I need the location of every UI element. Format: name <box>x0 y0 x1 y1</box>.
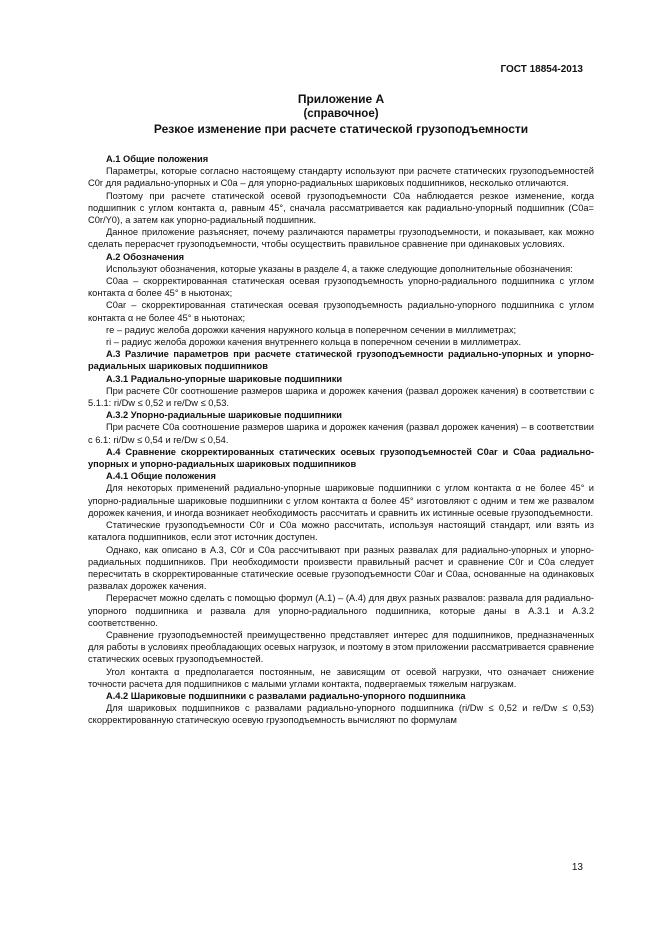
body-paragraph: C0aa – скорректированная статическая осевая грузоподъемность упорно-радиального подшипника с углом контакта α более 45° в ньютонах; <box>88 276 594 299</box>
section-heading: А.2 Обозначения <box>106 251 185 262</box>
appendix-title-block <box>88 92 594 137</box>
body-paragraph: re – радиус желоба дорожки качения наружного кольца в поперечном сечении в миллиметрах; <box>106 324 517 335</box>
body-paragraph: При расчете C0r соотношение размеров шарика и дорожек качения (развал дорожек качения) в соответствии с 5.1.1: ri/Dw ≤ 0,52 и re/Dw ≤ 0,53. <box>88 385 594 409</box>
body-paragraph: Перерасчет можно сделать с помощью формул (А.1) – (А.4) для двух разных развалов: развала для радиально-упорного подшипника и развала для упорно-радиального подшипника, которые даны в А.3.1 и А.3.2 соответственно. <box>88 593 594 628</box>
body-paragraph: При расчете C0a соотношение размеров шарика и дорожек качения (развал дорожек качения) – в соответствии с 6.1: ri/Dw ≤ 0,54 и re/Dw ≤ 0,54. <box>88 422 594 445</box>
body-paragraph: Однако, как описано в А.3, C0r и C0a рассчитывают при разных развалах для радиально-упорных и упорно-радиальных подшипников. При необходимости произвести правильный расчет и сравнение C0r и C0a следует пересчитать в скорректированные статические осевые грузоподъемности C0ar и C0aa, основанные на одинаковых развалах дорожек качения. <box>88 544 594 592</box>
appendix-subject: Резкое изменение при расчете статической грузоподъемности <box>153 122 529 136</box>
body-paragraph: Для некоторых применений радиально-упорные шариковые подшипники с углом контакта α не более 45° и упорно-радиальные шариковые подшипники с углом контакта α более 45° изготовляют с одним и тем же развалом дорожек качения, и иногда возникает необходимость рассчитать и сравнить их истинные осевые грузоподъемности. <box>88 483 594 518</box>
section-heading: А.4.1 Общие положения <box>106 471 216 482</box>
document-header: ГОСТ 18854-2013 <box>500 64 583 75</box>
body-paragraph: Поэтому при расчете статической осевой грузоподъемности C0a наблюдается резкое изменение, когда подшипник с углом контакта α, равным 45°, сначала рассматривается как радиально-упорный подшипник (C0a= C0r/Y0), а затем как упорно-радиальный подшипник. <box>88 190 594 226</box>
section-heading: А.4.2 Шариковые подшипники с развалами радиально-упорного подшипника <box>106 690 466 701</box>
section-heading: А.4 Сравнение скорректированных статических осевых грузоподъемностей C0ar и C0aa радиально-упорных и упорно-радиальных шариковых подшипников <box>88 446 594 470</box>
body-paragraph: Используют обозначения, которые указаны в разделе 4, а также следующие дополнительные обозначения: <box>106 263 573 274</box>
section-heading: А.3.2 Упорно-радиальные шариковые подшипники <box>106 410 342 421</box>
body-paragraph: Статические грузоподъемности C0r и C0a можно рассчитать, используя настоящий стандарт, или взять из каталога подшипников, если этот источник доступен. <box>88 520 594 543</box>
body-paragraph: Для шариковых подшипников с развалами радиально-упорного подшипника (ri/Dw ≤ 0,52 и re/Dw ≤ 0,53) скорректированную статическую осевую грузоподъемность вычисляют по формулам <box>88 703 594 726</box>
page-number: 13 <box>571 862 583 873</box>
appendix-title: Приложение А <box>297 92 385 106</box>
body-paragraph: ri – радиус желоба дорожки качения внутреннего кольца в поперечном сечении в миллиметрах. <box>106 337 522 348</box>
body-paragraph: Сравнение грузоподъемностей преимущественно представляет интерес для подшипников, предназначенных для работы в условиях преобладающих осевых нагрузок, и поэтому в этом приложении рассматривается сравнение статических осевых грузоподъемностей. <box>88 629 594 665</box>
appendix-status: (справочное) <box>303 108 379 120</box>
section-heading: А.1 Общие положения <box>106 154 209 164</box>
section-heading: А.3.1 Радиально-упорные шариковые подшипники <box>106 373 343 384</box>
body-paragraph: C0ar – скорректированная статическая осевая грузоподъемность радиально-упорного подшипника с углом контакта α не более 45° в ньютонах; <box>88 300 594 323</box>
section-heading: А.3 Различие параметров при расчете статической грузоподъемности радиально-упорных и упорно-радиальных шариковых подшипников <box>88 349 594 372</box>
body-paragraph: Параметры, которые согласно настоящему стандарту используют при расчете статических грузоподъемностей C0r для радиально-упорных и C0a – для упорно-радиальных шариковых подшипников, несколько отличаются. <box>88 166 594 189</box>
body-paragraph: Данное приложение разъясняет, почему различаются параметры грузоподъемности, и показывает, как можно сделать перерасчет грузоподъемности, чтобы осуществить правильное сравнение при одинаковых условиях. <box>88 227 594 250</box>
body-paragraph: Угол контакта α предполагается постоянным, не зависящим от осевой нагрузки, что означает снижение точности расчета для подшипников с малыми углами контакта, подвергаемых тяжелым нагрузкам. <box>88 666 594 689</box>
document-body <box>88 153 594 727</box>
